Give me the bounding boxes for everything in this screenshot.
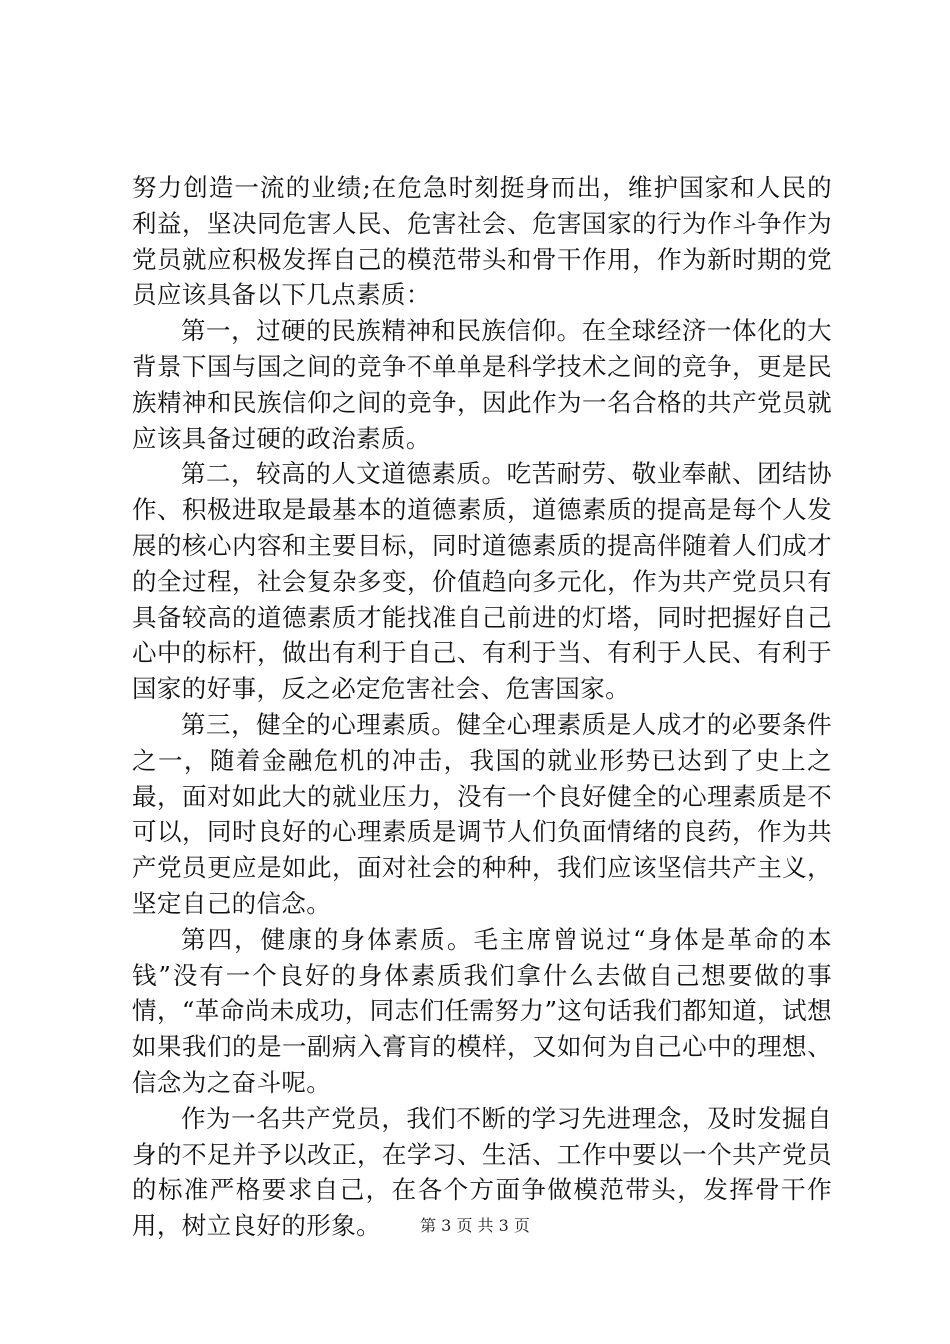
paragraph-intro: 努力创造一流的业绩;在危急时刻挺身而出，维护国家和人民的利益，坚决同危害人民、危害社会、危害国家的行为作斗争作为党员就应积极发挥自己的模范带头和骨干作用，作为新时期的党员应该具备以下几点素质： (132, 173, 832, 310)
paragraph-point-four: 第四，健康的身体素质。毛主席曾说过“身体是革命的本钱”没有一个良好的身体素质我们拿什么去做自己想要做的事情，“革命尚未成功，同志们任需努力”这句话我们都知道，试想如果我们的是一副病入膏肓的模样，又如何为自己心中的理想、信念为之奋斗呢。 (132, 924, 832, 1097)
paragraph-point-one: 第一，过硬的民族精神和民族信仰。在全球经济一体化的大背景下国与国之间的竞争不单单是科学技术之间的竞争，更是民族精神和民族信仰之间的竞争，因此作为一名合格的共产党员就应该具备过硬的政治素质。 (132, 316, 832, 453)
paragraph-point-three: 第三，健全的心理素质。健全心理素质是人成才的必要条件之一，随着金融危机的冲击，我国的就业形势已达到了史上之最，面对如此大的就业压力，没有一个良好健全的心理素质是不可以，同时良好的心理素质是调节人们负面情绪的良药，作为共产党员更应是如此，面对社会的种种，我们应该坚信共产主义，坚定自己的信念。 (132, 709, 832, 918)
page-footer (0, 1216, 950, 1236)
document-body (132, 170, 832, 1244)
paragraph-point-two: 第二，较高的人文道德素质。吃苦耐劳、敬业奉献、团结协作、积极进取是最基本的道德素质，道德素质的提高是每个人发展的核心内容和主要目标，同时道德素质的提高伴随着人们成才的全过程，社会复杂多变，价值趋向多元化，作为共产党员只有具备较高的道德素质才能找准自己前进的灯塔，同时把握好自己心中的标杆，做出有利于自己、有利于当、有利于人民、有利于国家的好事，反之必定危害社会、危害国家。 (132, 459, 832, 704)
paragraph-conclusion: 作为一名共产党员，我们不断的学习先进理念，及时发掘自身的不足并予以改正，在学习、生活、工作中要以一个共产党员的标准严格要求自己，在各个方面争做模范带头，发挥骨干作用，树立良好的形象。 (132, 1103, 832, 1241)
page-number-label: 第 3 页 共 3 页 (420, 1216, 530, 1235)
